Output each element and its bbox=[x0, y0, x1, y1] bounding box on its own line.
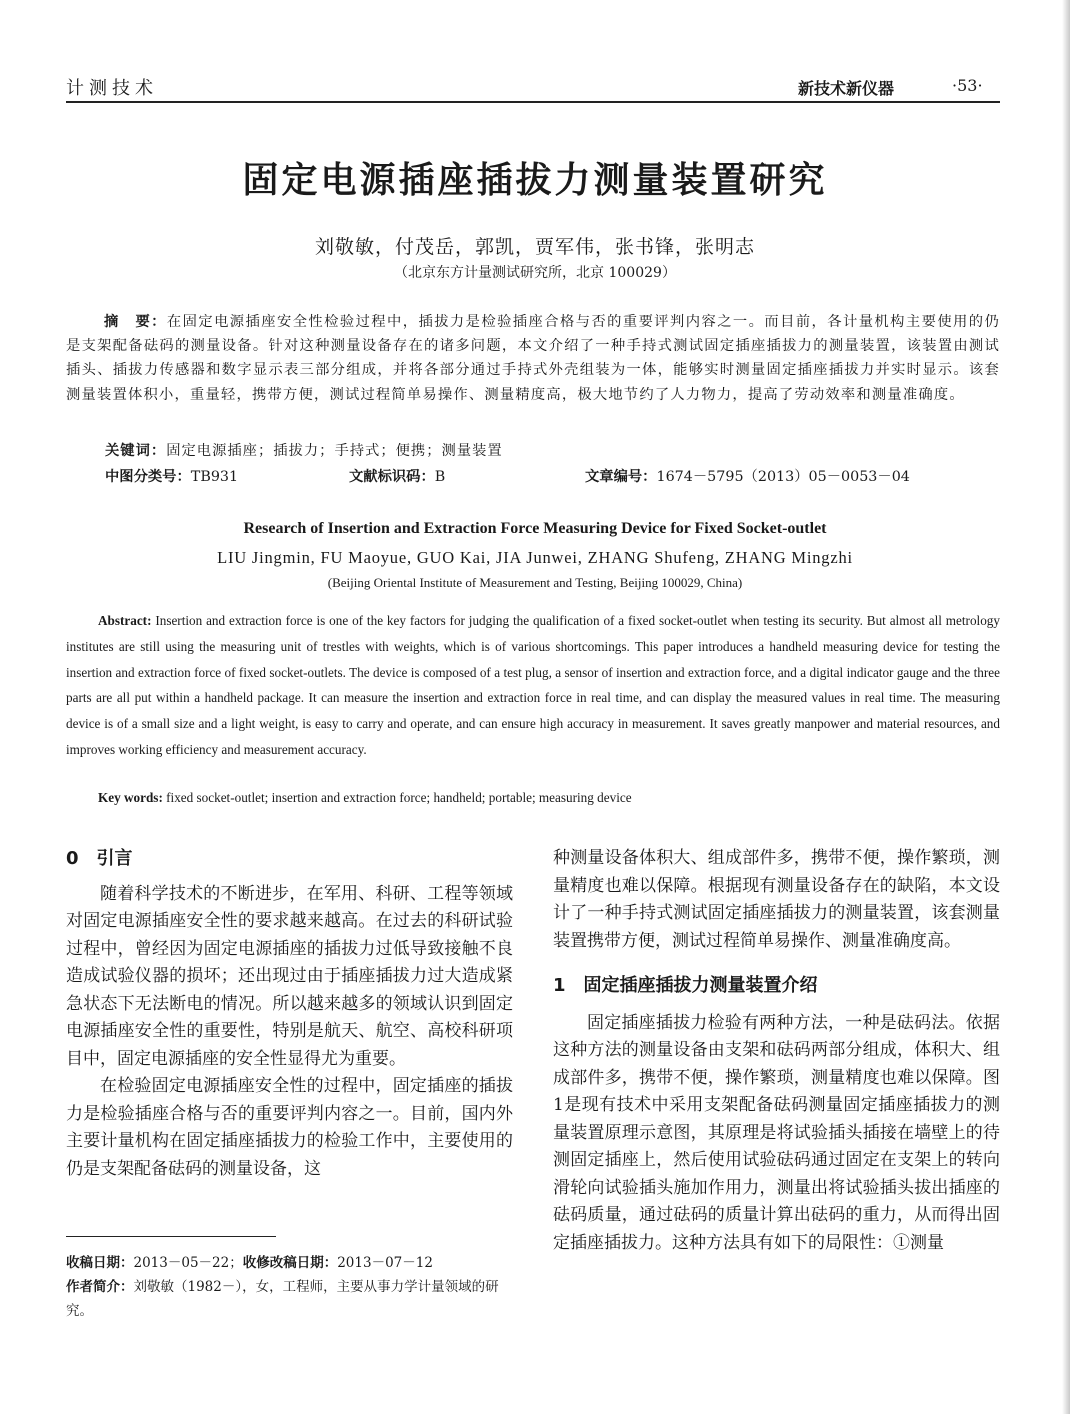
section-1-paragraph-1: 固定插座插拔力检验有两种方法，一种是砝码法。依据这种方法的测量设备由支架和砝码两部分组成，体积大、组成部件多，携带不便，操作繁琐，测量精度也难以保障。图1是现有技术中采用支架配备砝码测量固定插座插拔力的测量装置原理示意图，其原理是将试验插头插接在墙壁上的待测固定插座上，然后使用试验砝码通过固定在支架上的转向滑轮向试验插头施加作用力，测量出将试验插头拔出插座的砝码质量，通过砝码的质量计算出砝码的重力，从而得出固定插座插拔力。这种方法具有如下的局限性：①测量 bbox=[553, 1012, 1000, 1253]
body-left-column bbox=[66, 845, 513, 1183]
section-1-heading: 1 固定插座插拔力测量装置介绍 bbox=[553, 975, 818, 996]
article-number-label: 文章编号： bbox=[585, 469, 657, 485]
footnote-author bbox=[66, 1275, 514, 1323]
keywords-cn bbox=[105, 440, 503, 460]
journal-name: 计测技术 bbox=[66, 78, 158, 99]
received-date: 2013－05－22； bbox=[133, 1255, 243, 1271]
authors: 刘敬敏，付茂岳，郭凯，贾军伟，张书锋，张明志 bbox=[314, 236, 755, 258]
page-edge-shadow bbox=[1062, 0, 1070, 1414]
section-name: 新技术新仪器 bbox=[798, 79, 895, 98]
revised-label: 收修改稿日期： bbox=[242, 1255, 338, 1271]
authors-en: LIU Jingmin, FU Maoyue, GUO Kai, JIA Junwei, ZHANG Shufeng, ZHANG Mingzhi bbox=[217, 548, 853, 567]
author-bio-text: 刘敬敏（1982－），女，工程师，主要从事力学计量领域的研究。 bbox=[66, 1279, 499, 1319]
clc-label: 中图分类号： bbox=[105, 469, 191, 485]
received-label: 收稿日期： bbox=[66, 1255, 134, 1271]
keywords-en-text: fixed socket-outlet; insertion and extraction force; handheld; portable; measuring device bbox=[162, 790, 632, 805]
abstract-en-text: Insertion and extraction force is one of the key factors for judging the qualification of a fixed socket-outlet when testing its security. But almost all metrology institutes are still using the measuring unit of trestles with weights, which is of various shortcomings. This paper introduces a handheld measuring device for testing the insertion and extraction force of fixed socket-outlets. The device is composed of a test plug, a sensor of insertion and extraction force, and a digital indicator gauge and the three parts are all put within a handheld package. It can measure the insertion and extraction force in real time, and can display the measured values in real time. The measuring device is of a small size and a light weight, is easy to carry and operate, and can ensure high accuracy in measurement. It saves greatly manpower and material resources, and improves working efficiency and measurement accuracy. bbox=[66, 613, 1000, 757]
section-0-paragraph-2-continued: 种测量设备体积大、组成部件多，携带不便，操作繁琐，测量精度也难以保障。根据现有测量设备存在的缺陷，本文设计了一种手持式测试固定插座插拔力的测量装置，该套测量装置携带方便，测试过程简单易操作、测量准确度高。 bbox=[553, 848, 1000, 951]
section-0-paragraph-2: 在检验固定电源插座安全性的过程中，固定插座的插拔力是检验插座合格与否的重要评判内容之一。目前，国内外主要计量机构在固定插座插拔力的检验工作中，主要使用的仍是支架配备砝码的测量设备，这 bbox=[66, 1076, 513, 1179]
article-number bbox=[585, 466, 910, 486]
abstract-cn-text: 在固定电源插座安全性检验过程中，插拔力是检验插座合格与否的重要评判内容之一。而目前，各计量机构主要使用的仍是支架配备砝码的测量设备。针对这种测量设备存在的诸多问题，本文介绍了一种手持式测试固定插座插拔力的测量装置，该装置由测试插头、插拔力传感器和数字显示表三部分组成，并将各部分通过手持式外壳组装为一体，能够实时测量固定插座插拔力并实时显示。该套测量装置体积小，重量轻，携带方便，测试过程简单易操作、测量精度高，极大地节约了人力物力，提高了劳动效率和测量准确度。 bbox=[66, 314, 1000, 403]
footnote-dates bbox=[66, 1251, 514, 1275]
clc-number bbox=[105, 466, 238, 486]
clc-value: TB931 bbox=[190, 469, 239, 485]
page-number: ·53· bbox=[952, 76, 983, 95]
keywords-cn-label: 关键词： bbox=[105, 443, 167, 459]
author-bio-label: 作者简介： bbox=[66, 1279, 134, 1295]
affiliation: （北京东方计量测试研究所，北京 100029） bbox=[394, 265, 676, 281]
header-rule bbox=[66, 101, 1000, 103]
doc-code-label: 文献标识码： bbox=[349, 469, 435, 485]
doc-code-value: B bbox=[434, 469, 446, 485]
abstract-en bbox=[66, 608, 1000, 763]
keywords-en bbox=[98, 790, 632, 806]
footnote-rule bbox=[66, 1236, 276, 1237]
affiliation-en: (Beijing Oriental Institute of Measurement and Testing, Beijing 100029, China) bbox=[327, 575, 743, 590]
revised-date: 2013－07－12 bbox=[337, 1255, 433, 1271]
article-number-value: 1674－5795（2013）05－0053－04 bbox=[656, 469, 910, 485]
section-0-paragraph-1: 随着科学技术的不断进步，在军用、科研、工程等领域对固定电源插座安全性的要求越来越高。在过去的科研试验过程中，曾经因为固定电源插座的插拔力过低导致接触不良造成试验仪器的损坏；还出现过由于插座插拔力过大造成紧急状态下无法断电的情况。所以越来越多的领域认识到固定电源插座安全性的重要性，特别是航天、航空、高校科研项目中，固定电源插座的安全性显得尤为重要。 bbox=[66, 883, 513, 1069]
paper-title-en: Research of Insertion and Extraction Force Measuring Device for Fixed Socket-outlet bbox=[243, 520, 827, 537]
section-0-heading: 0 引言 bbox=[66, 848, 133, 869]
footnote bbox=[66, 1251, 514, 1323]
abstract-en-label: Abstract: bbox=[98, 613, 152, 628]
abstract-cn-label: 摘 要： bbox=[104, 314, 167, 330]
paper-title: 固定电源插座插拔力测量装置研究 bbox=[242, 160, 828, 201]
document-code bbox=[349, 466, 445, 486]
body-right-column bbox=[553, 845, 1000, 1257]
abstract-cn bbox=[66, 310, 1000, 407]
keywords-cn-text: 固定电源插座；插拔力；手持式；便携；测量装置 bbox=[166, 443, 503, 459]
keywords-en-label: Key words: bbox=[98, 790, 163, 805]
